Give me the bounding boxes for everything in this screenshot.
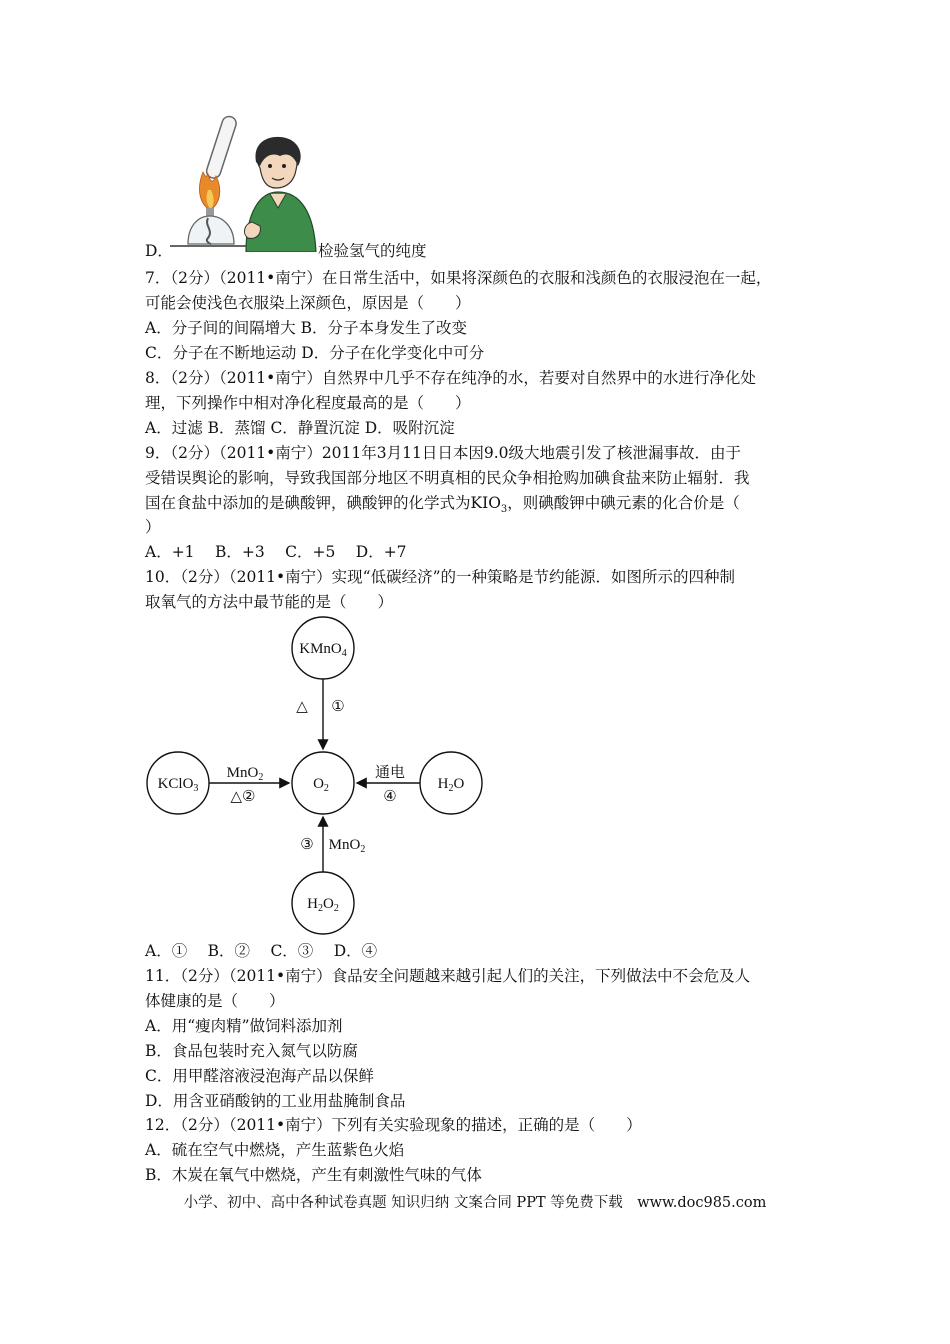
q9-stem-line4: ） bbox=[145, 518, 161, 536]
top-number: ① bbox=[331, 699, 345, 715]
q8-stem-line2: 理，下列操作中相对净化程度最高的是（ ） bbox=[145, 394, 471, 412]
q11-option-b: B．食品包装时充入氮气以防腐 bbox=[145, 1042, 358, 1060]
page-footer: 小学、初中、高中各种试卷真题 知识归纳 文案合同 PPT 等免费下载 www.doc985.com bbox=[183, 1195, 767, 1211]
h2o2-label: $H_2O_2$ bbox=[307, 896, 339, 914]
top-condition: △ bbox=[296, 699, 308, 715]
o2-label: $O_2$ bbox=[313, 776, 329, 794]
q9-stem-line2: 受错误舆论的影响，导致我国部分地区不明真相的民众争相抢购加碘食盐来防止辐射．我 bbox=[145, 469, 750, 487]
kmno4-label: KMnO$_4$ bbox=[299, 641, 347, 659]
q11-option-a: A．用“瘦肉精”做饲料添加剂 bbox=[145, 1017, 343, 1035]
q11-option-d: D．用含亚硝酸钠的工业用盐腌制食品 bbox=[145, 1092, 406, 1110]
q11-stem-line1: 11．（2分）（2011•南宁）食品安全问题越来越引起人们的关注，下列做法中不会危及人 bbox=[145, 967, 751, 985]
q10-stem-line1: 10．（2分）（2011•南宁）实现“低碳经济”的一种策略是节约能源．如图所示的四种制 bbox=[145, 568, 736, 586]
q7-stem-line1: 7．（2分）（2011•南宁）在日常生活中，如果将深颜色的衣服和浅颜色的衣服浸泡在一起， bbox=[145, 269, 772, 287]
q11-stem-line2: 体健康的是（ ） bbox=[145, 992, 285, 1010]
oxygen-preparation-diagram bbox=[140, 615, 500, 940]
kclo3-label: KClO$_3$ bbox=[157, 776, 199, 794]
q11-option-c: C．用甲醛溶液浸泡海产品以保鲜 bbox=[145, 1067, 374, 1085]
hydrogen-purity-test-illustration bbox=[168, 112, 318, 252]
q7-options-line2: C．分子在不断地运动 D．分子在化学变化中可分 bbox=[145, 344, 485, 362]
h2o-label: $H_2O$ bbox=[437, 776, 465, 794]
q7-stem-line2: 可能会使浅色衣服染上深颜色，原因是（ ） bbox=[145, 294, 471, 312]
q9-stem-line3-prefix: 国在食盐中添加的是碘酸钾，碘酸钾的化学式为KIO bbox=[145, 494, 501, 512]
q9-stem-line3-suffix: ，则碘酸钾中碘元素的化合价是（ bbox=[507, 494, 740, 512]
right-condition: 通电 bbox=[374, 765, 406, 781]
q12-option-a: A．硫在空气中燃烧，产生蓝紫色火焰 bbox=[145, 1141, 405, 1159]
q10-stem-line2: 取氧气的方法中最节能的是（ ） bbox=[145, 593, 394, 611]
q6-option-d-caption: 检验氢气的纯度 bbox=[318, 242, 427, 260]
q9-stem-line3-sub: 3 bbox=[500, 504, 508, 516]
left-condition-2: △② bbox=[230, 789, 256, 805]
bottom-number: ③ bbox=[300, 837, 314, 853]
q9-options-line1: A．+1 B．+3 C．+5 D．+7 bbox=[145, 543, 407, 561]
q8-stem-line1: 8．（2分）（2011•南宁）自然界中几乎不存在纯净的水，若要对自然界中的水进行净化处 bbox=[145, 369, 756, 387]
q12-option-b: B．木炭在氧气中燃烧，产生有刺激性气味的气体 bbox=[145, 1166, 482, 1184]
q9-stem-line1: 9．（2分）（2011•南宁）2011年3月11日日本因9.0级大地震引发了核泄漏事故．由于 bbox=[145, 444, 741, 462]
q8-options-line1: A．过滤 B．蒸馏 C．静置沉淀 D．吸附沉淀 bbox=[145, 419, 455, 437]
left-condition: MnO$_2$ bbox=[226, 765, 264, 783]
q12-stem-line1: 12．（2分）（2011•南宁）下列有关实验现象的描述，正确的是（ ） bbox=[145, 1116, 642, 1134]
q7-options-line1: A．分子间的间隔增大 B．分子本身发生了改变 bbox=[145, 319, 468, 337]
right-number: ④ bbox=[383, 789, 397, 805]
q10-options-line1: A．① B．② C．③ D．④ bbox=[145, 942, 378, 960]
bottom-condition: MnO$_2$ bbox=[328, 837, 366, 855]
q6-option-d-letter: D． bbox=[145, 242, 173, 260]
q9-stem-line3 bbox=[145, 492, 740, 521]
